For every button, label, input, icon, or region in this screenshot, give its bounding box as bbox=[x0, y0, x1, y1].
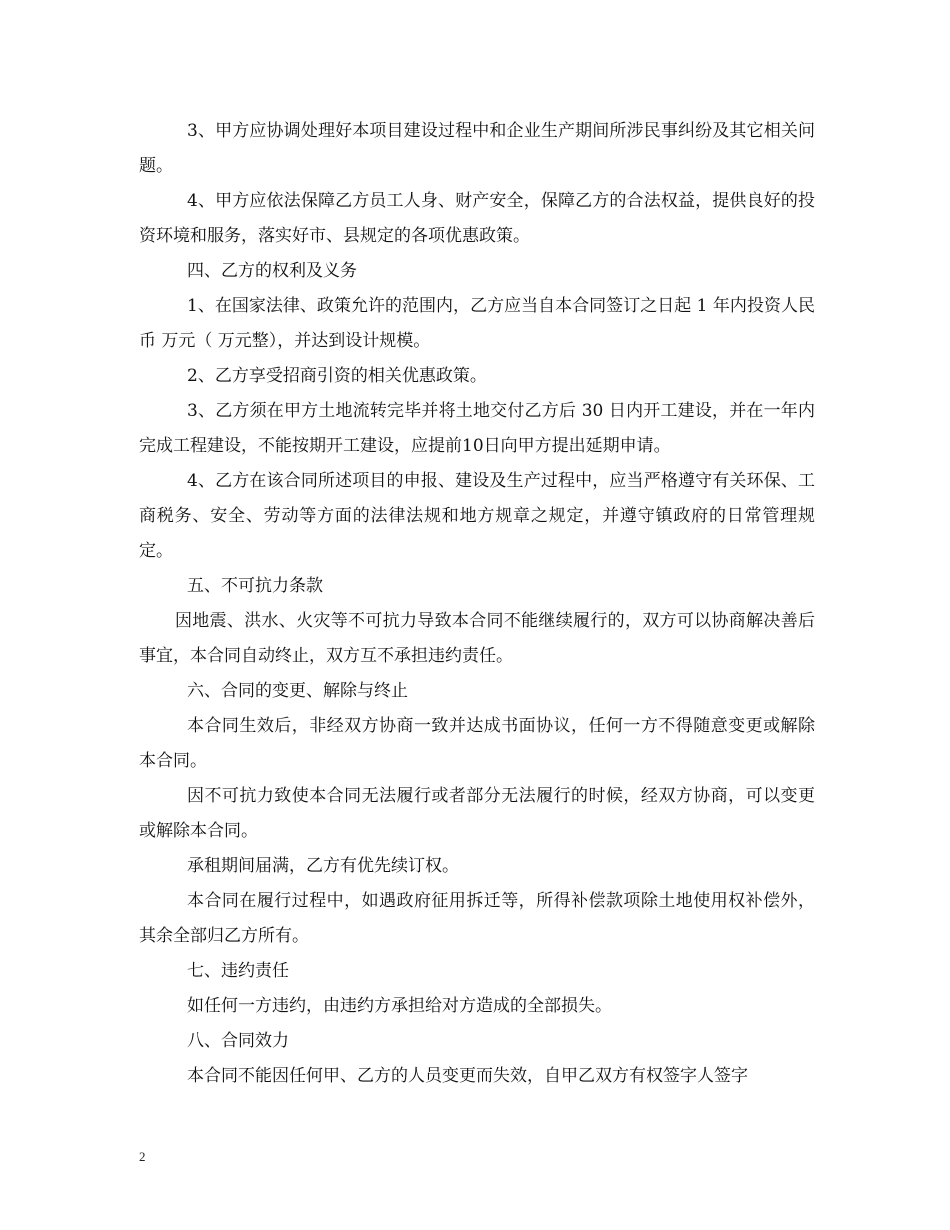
section-heading-6: 六、合同的变更、解除与终止 bbox=[187, 681, 408, 701]
clause-4-party-b: 4、乙方在该合同所述项目的申报、建设及生产过程中，应当严格遵守有关环保、工商税务、安全、劳动等方面的法律法规和地方规章之规定，并遵守镇政府的日常管理规定。 bbox=[139, 471, 815, 561]
liability-paragraph: 如任何一方违约，由违约方承担给对方造成的全部损失。 bbox=[187, 996, 612, 1016]
validity-paragraph: 本合同不能因任何甲、乙方的人员变更而失效，自甲乙双方有权签字人签字 bbox=[187, 1066, 748, 1086]
section-heading-7: 七、违约责任 bbox=[187, 961, 289, 981]
clause-3-party-b: 3、乙方须在甲方土地流转完毕并将土地交付乙方后 30 日内开工建设，并在一年内完成工程建设，不能按期开工建设，应提前10日向甲方提出延期申请。 bbox=[139, 401, 815, 456]
clause-1-party-b: 1、在国家法律、政策允许的范围内，乙方应当自本合同签订之日起 1 年内投资人民币 万元（ 万元整），并达到设计规模。 bbox=[139, 296, 815, 351]
force-majeure-paragraph: 因地震、洪水、火灾等不可抗力导致本合同不能继续履行的，双方可以协商解决善后事宜，本合同自动终止，双方互不承担违约责任。 bbox=[139, 611, 815, 666]
section-heading-4: 四、乙方的权利及义务 bbox=[187, 261, 357, 281]
clause-2-party-b: 2、乙方享受招商引资的相关优惠政策。 bbox=[187, 366, 487, 386]
clause-4-party-a: 4、甲方应依法保障乙方员工人身、财产安全，保障乙方的合法权益，提供良好的投资环境和服务，落实好市、县规定的各项优惠政策。 bbox=[139, 191, 815, 246]
change-paragraph-3: 承租期间届满，乙方有优先续订权。 bbox=[187, 856, 459, 876]
document-body bbox=[139, 114, 815, 1094]
change-paragraph-1: 本合同生效后，非经双方协商一致并达成书面协议，任何一方不得随意变更或解除本合同。 bbox=[139, 716, 815, 771]
page-number: 2 bbox=[139, 1149, 146, 1164]
change-paragraph-2: 因不可抗力致使本合同无法履行或者部分无法履行的时候，经双方协商，可以变更或解除本合同。 bbox=[139, 786, 815, 841]
change-paragraph-4: 本合同在履行过程中，如遇政府征用拆迁等，所得补偿款项除土地使用权补偿外，其余全部归乙方所有。 bbox=[139, 891, 815, 946]
section-heading-8: 八、合同效力 bbox=[187, 1031, 289, 1051]
section-heading-5: 五、不可抗力条款 bbox=[187, 576, 323, 596]
clause-3-party-a: 3、甲方应协调处理好本项目建设过程中和企业生产期间所涉民事纠纷及其它相关问题。 bbox=[139, 121, 815, 176]
